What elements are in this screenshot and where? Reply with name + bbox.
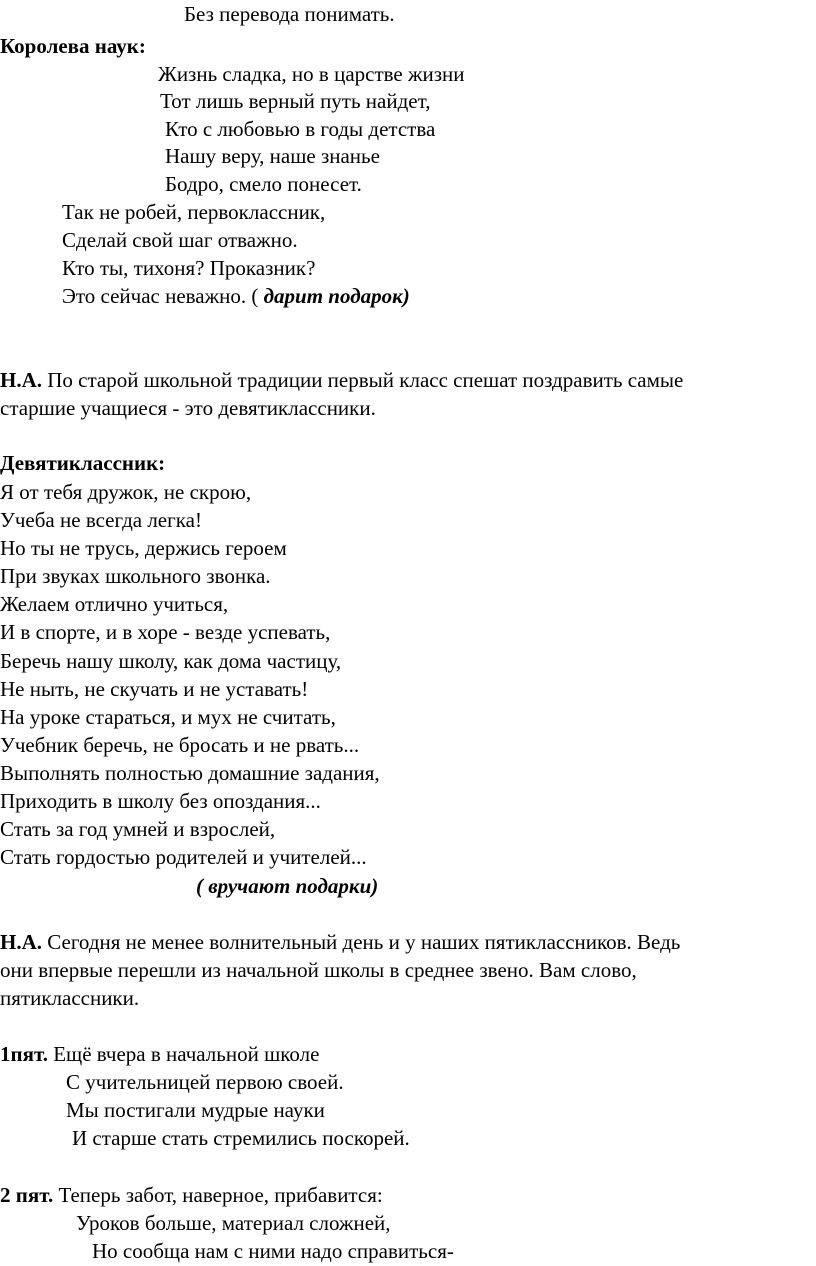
poem-line: Беречь нашу школу, как дома частицу, — [0, 649, 342, 673]
paragraph-line: Н.А. Сегодня не менее волнительный день и у наших пятиклассников. Ведь — [0, 930, 681, 954]
poem-line: Я от тебя дружок, не скрою, — [0, 480, 252, 504]
paragraph-line: они впервые перешли из начальной школы в среднее звено. Вам слово, — [0, 958, 637, 982]
poem-line: И старше стать стремились поскорей. — [72, 1126, 410, 1150]
stage-direction: дарит подарок) — [263, 284, 410, 308]
poem-line: Учебник беречь, не бросать и не рвать... — [0, 733, 360, 757]
poem-line: Желаем отлично учиться, — [0, 592, 229, 616]
poem-line: Это сейчас неважно. ( дарит подарок) — [62, 284, 410, 308]
poem-line: Учеба не всегда легка! — [0, 508, 202, 532]
poem-line: Выполнять полностью домашние задания, — [0, 761, 380, 785]
speaker-label: Королева наук: — [0, 34, 146, 58]
speaker-label: 1пят. — [0, 1042, 48, 1066]
poem-line: Уроков больше, материал сложней, — [76, 1211, 391, 1235]
paragraph-line: пятиклассники. — [0, 986, 140, 1010]
poem-line: Кто ты, тихоня? Проказник? — [62, 256, 316, 280]
poem-line: Так не робей, первоклассник, — [62, 200, 326, 224]
poem-line: С учительницей первою своей. — [66, 1070, 344, 1094]
poem-line: Но сообща нам с ними надо справиться- — [92, 1239, 454, 1263]
poem-line: 1пят. Ещё вчера в начальной школе — [0, 1042, 320, 1066]
speaker-label: Н.А. — [0, 930, 42, 954]
poem-line: Не ныть, не скучать и не уставать! — [0, 677, 309, 701]
speaker-label: Девятиклассник: — [0, 451, 166, 475]
poem-line: Кто с любовью в годы детства — [165, 117, 436, 141]
poem-line: И в спорте, и в хоре - везде успевать, — [0, 620, 331, 644]
poem-line: Мы постигали мудрые науки — [66, 1098, 325, 1122]
poem-line: Тот лишь верный путь найдет, — [160, 89, 431, 113]
poem-line: Без перевода понимать. — [184, 2, 395, 26]
poem-line: Но ты не трусь, держись героем — [0, 536, 287, 560]
poem-line: На уроке стараться, и мух не считать, — [0, 705, 336, 729]
poem-line: 2 пят. Теперь забот, наверное, прибавится: — [0, 1183, 383, 1207]
poem-line: Жизнь сладка, но в царстве жизни — [158, 62, 465, 86]
poem-line: Сделай свой шаг отважно. — [62, 228, 298, 252]
poem-line: Стать гордостью родителей и учителей... — [0, 845, 367, 869]
poem-line: Бодро, смело понесет. — [165, 172, 362, 196]
speaker-label: 2 пят. — [0, 1183, 54, 1207]
speaker-label: Н.А. — [0, 368, 42, 392]
poem-line: Приходить в школу без опоздания... — [0, 789, 321, 813]
paragraph-line: старшие учащиеся - это девятиклассники. — [0, 396, 376, 420]
poem-line: При звуках школьного звонка. — [0, 564, 271, 588]
stage-direction: ( вручают подарки) — [196, 874, 379, 898]
poem-line: Стать за год умней и взрослей, — [0, 817, 276, 841]
poem-line: Нашу веру, наше знанье — [165, 144, 380, 168]
paragraph-line: Н.А. По старой школьной традиции первый класс спешат поздравить самые — [0, 368, 684, 392]
